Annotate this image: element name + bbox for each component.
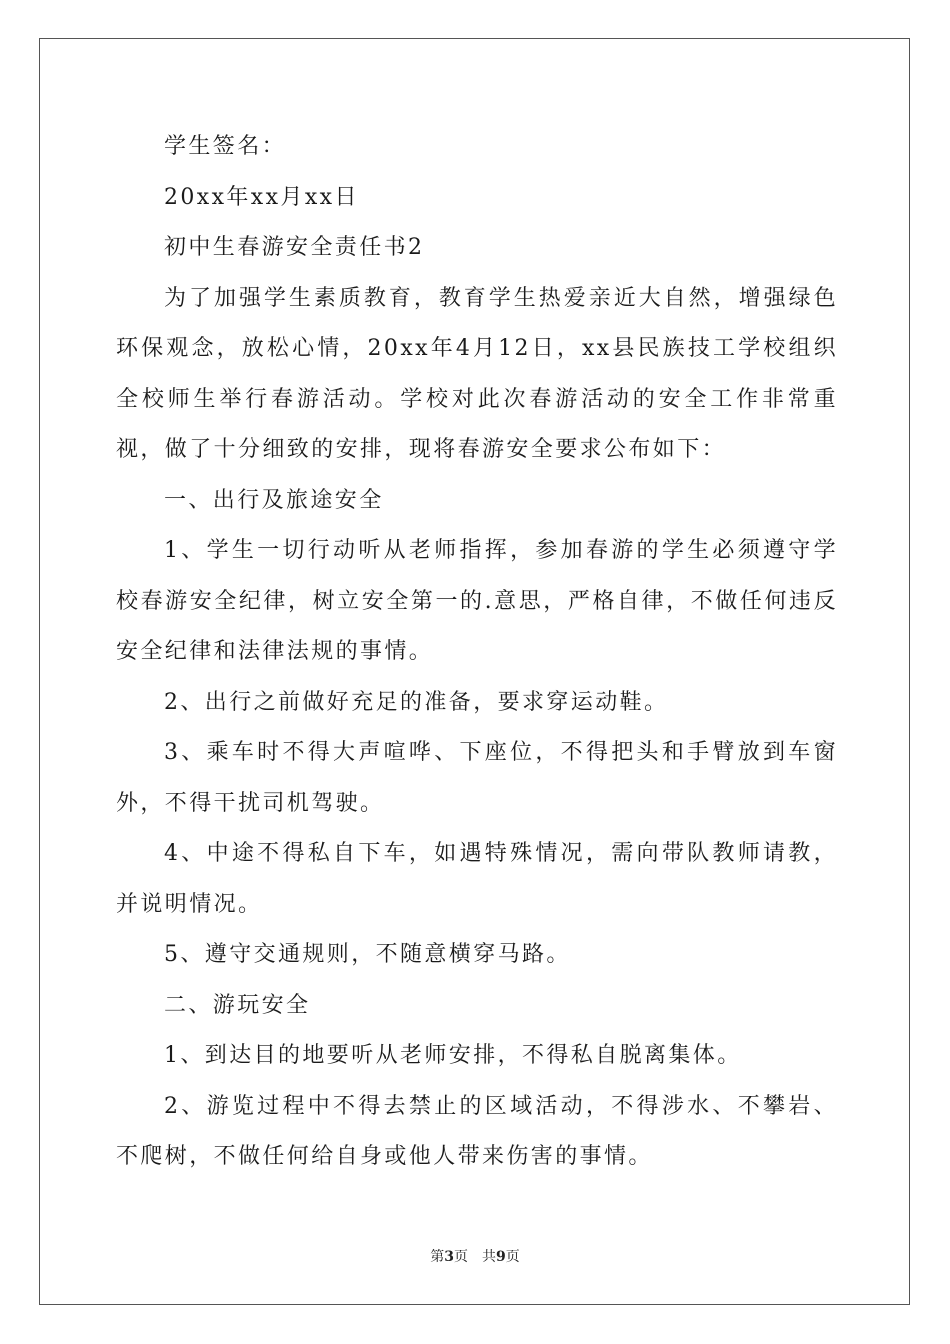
signature-line: 学生签名： bbox=[164, 134, 287, 159]
heading-play-safety: 二、游玩安全 bbox=[164, 992, 311, 1018]
play-rule-2: 2、游览过程中不得去禁止的区域活动，不得涉水、不攀岩、不爬树，不做任何给自身或他人带来伤害的事情。 bbox=[116, 1093, 838, 1169]
document-body bbox=[116, 122, 838, 1183]
date-line: 20xx年xx月xx日 bbox=[164, 184, 359, 210]
travel-rule-1: 1、学生一切行动听从老师指挥，参加春游的学生必须遵守学校春游安全纪律，树立安全第一的.意思，严格自律，不做任何违反安全纪律和法律法规的事情。 bbox=[116, 538, 838, 664]
heading-travel-safety: 一、出行及旅途安全 bbox=[164, 487, 384, 513]
page-number-prefix: 第 bbox=[430, 1249, 445, 1265]
page-total-suffix: 页 bbox=[505, 1249, 520, 1265]
travel-rule-5: 5、遵守交通规则，不随意横穿马路。 bbox=[164, 942, 571, 967]
page-number-suffix: 页 bbox=[454, 1249, 468, 1265]
travel-rule-2: 2、出行之前做好充足的准备，要求穿运动鞋。 bbox=[164, 689, 669, 715]
travel-rule-3: 3、乘车时不得大声喧哗、下座位，不得把头和手臂放到车窗外，不得干扰司机驾驶。 bbox=[116, 740, 838, 816]
intro-paragraph: 为了加强学生素质教育，教育学生热爱亲近大自然，增强绿色环保观念，放松心情，20xx年4月12日，xx县民族技工学校组织全校师生举行春游活动。学校对此次春游活动的安全工作非常重视，做了十分细致的安排，现将春游安全要求公布如下： bbox=[116, 285, 838, 462]
section-title: 初中生春游安全责任书2 bbox=[164, 235, 425, 260]
page-number-current: 3 bbox=[444, 1249, 454, 1265]
play-rule-1: 1、到达目的地要听从老师安排，不得私自脱离集体。 bbox=[164, 1043, 742, 1068]
page-total-prefix: 共 bbox=[482, 1249, 496, 1265]
travel-rule-4: 4、中途不得私自下车，如遇特殊情况，需向带队教师请教，并说明情况。 bbox=[116, 841, 838, 917]
page-total: 9 bbox=[496, 1249, 506, 1265]
page-footer bbox=[0, 1246, 950, 1266]
